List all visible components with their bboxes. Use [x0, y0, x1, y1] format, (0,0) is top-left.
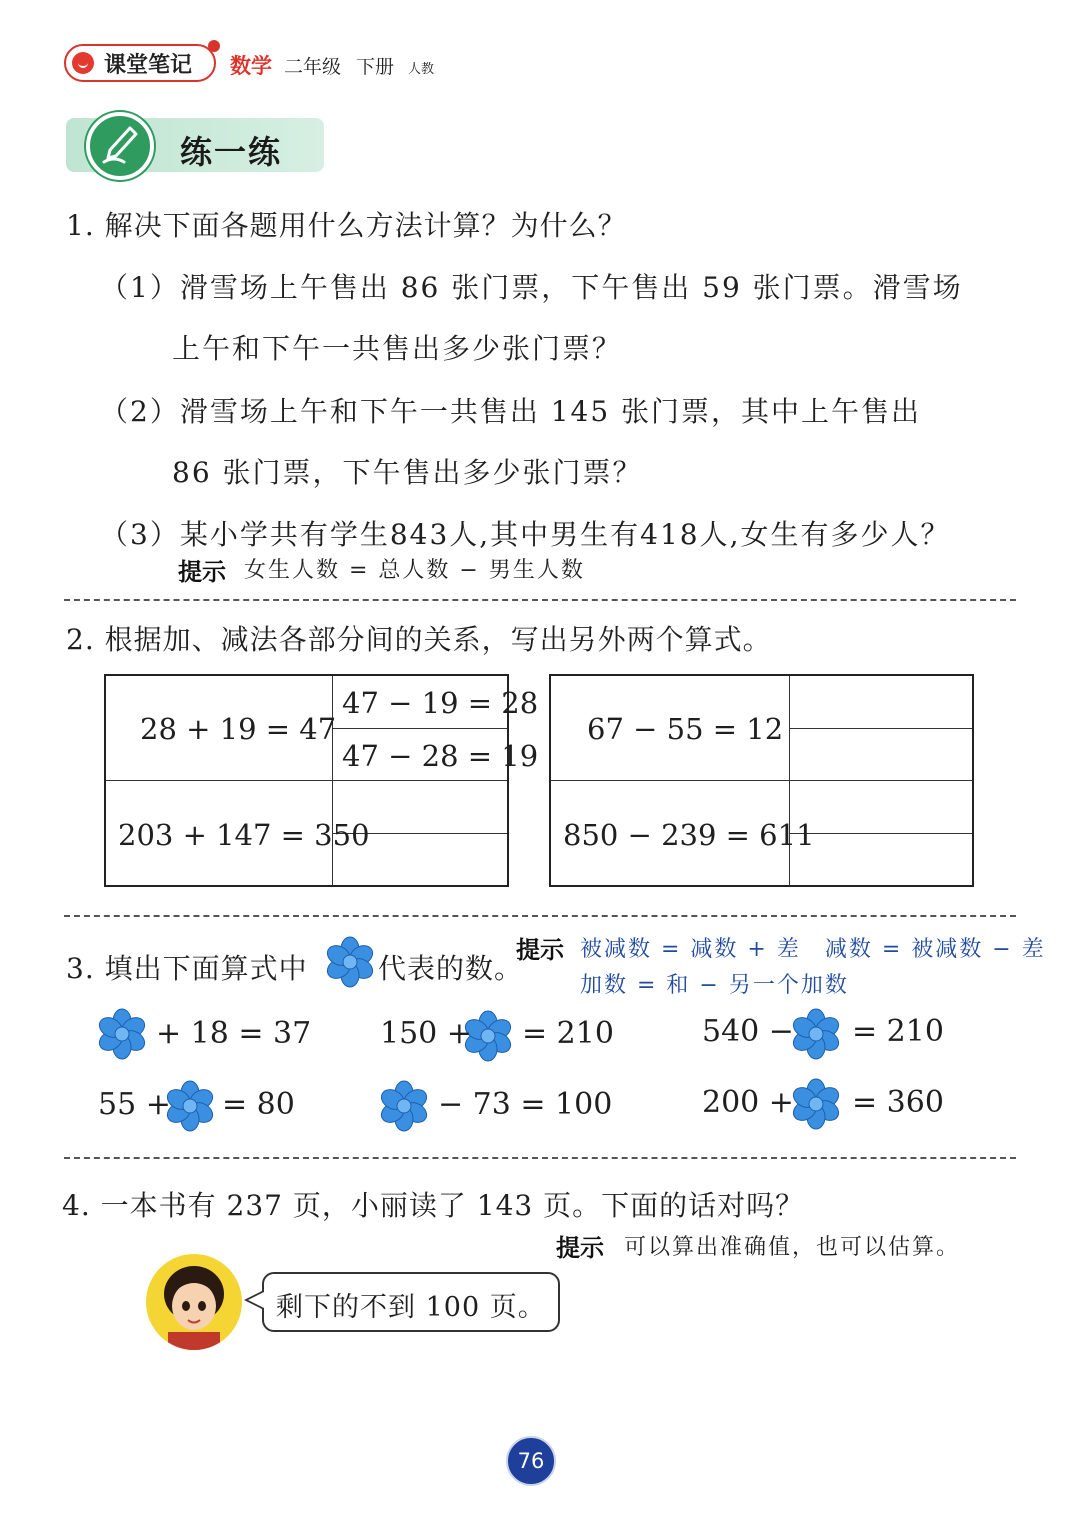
- blue-flower-icon[interactable]: [378, 1080, 430, 1132]
- q3-eq2-left: 150 +: [380, 1016, 472, 1051]
- right-row1-blank-a[interactable]: [791, 678, 971, 728]
- page-number: 76: [506, 1436, 556, 1486]
- divider: [64, 599, 1016, 601]
- q1-part3-line1: （3）某小学共有学生843人,其中男生有418人,女生有多少人？: [100, 518, 951, 551]
- speech-text: 剩下的不到 100 页。: [276, 1292, 546, 1323]
- header-volume: 下册: [356, 56, 395, 78]
- right-row1-equation: 67 − 55 = 12: [587, 712, 784, 746]
- header-edition: 人教: [408, 62, 435, 77]
- left-row2-equation: 203 + 147 = 350: [118, 818, 370, 852]
- divider: [64, 1157, 1016, 1159]
- right-row2-blank-a[interactable]: [791, 782, 971, 832]
- q3-eq6-left: 200 +: [702, 1085, 794, 1120]
- blue-flower-icon[interactable]: [790, 1078, 842, 1130]
- left-row1-equation: 28 + 19 = 47: [140, 712, 337, 746]
- blue-flower-icon[interactable]: [96, 1008, 148, 1060]
- header-grade: 二年级: [284, 56, 342, 78]
- left-equation-table: [104, 674, 539, 887]
- speech-bubble-tail-fill: [248, 1292, 264, 1308]
- smile-icon: [72, 52, 94, 74]
- q3-hint-line1: 被减数 = 减数 + 差 减数 = 被减数 − 差: [580, 937, 1046, 962]
- q1-hint-text: 女生人数 = 总人数 − 男生人数: [244, 558, 585, 583]
- right-row2-equation: 850 − 239 = 611: [563, 818, 815, 852]
- q2-title: 2. 根据加、减法各部分间的关系，写出另外两个算式。: [66, 623, 772, 656]
- left-row1-answer-a: 47 − 19 = 28: [342, 686, 539, 720]
- q3-eq5-right: − 73 = 100: [438, 1087, 613, 1122]
- q1-hint-label: 提示: [178, 558, 226, 586]
- q3-eq1-right: + 18 = 37: [156, 1016, 312, 1051]
- q1-part2-line1: （2）滑雪场上午和下午一共售出 145 张门票，其中上午售出: [100, 395, 922, 428]
- blue-flower-icon: [324, 936, 376, 988]
- left-row1-answer-b: 47 − 28 = 19: [342, 739, 539, 773]
- right-row2-blank-b[interactable]: [791, 835, 971, 885]
- girl-avatar: [146, 1254, 242, 1350]
- divider: [64, 915, 1016, 917]
- q1-part1-line1: （1）滑雪场上午售出 86 张门票，下午售出 59 张门票。滑雪场: [100, 271, 963, 304]
- q4-hint-text: 可以算出准确值，也可以估算。: [624, 1235, 961, 1260]
- blue-flower-icon[interactable]: [164, 1080, 216, 1132]
- q4-title: 4. 一本书有 237 页，小丽读了 143 页。下面的话对吗？: [62, 1189, 805, 1222]
- q3-eq2-right: = 210: [522, 1016, 614, 1051]
- section-title: 练一练: [180, 133, 283, 171]
- right-row1-blank-b[interactable]: [791, 730, 971, 780]
- q3-title-after: 代表的数。: [378, 952, 524, 985]
- left-row2-blank-b[interactable]: [334, 835, 506, 885]
- q1-part1-line2: 上午和下午一共售出多少张门票？: [172, 332, 623, 365]
- q1-title: 1. 解决下面各题用什么方法计算？为什么？: [66, 209, 627, 242]
- q3-eq3-left: 540 −: [702, 1014, 794, 1049]
- right-equation-table: [549, 674, 974, 887]
- header-flag-dot: [208, 40, 220, 52]
- q3-eq3-right: = 210: [852, 1014, 944, 1049]
- q3-hint-label: 提示: [516, 936, 564, 964]
- pen-icon: [86, 112, 154, 180]
- q3-eq4-right: = 80: [222, 1087, 295, 1122]
- blue-flower-icon[interactable]: [790, 1008, 842, 1060]
- q3-eq4-left: 55 +: [98, 1087, 171, 1122]
- q3-hint-line2: 加数 = 和 − 另一个加数: [580, 973, 849, 998]
- q1-part2-line2: 86 张门票，下午售出多少张门票？: [172, 456, 643, 489]
- q4-hint-label: 提示: [556, 1234, 604, 1262]
- header-subject: 数学: [230, 54, 272, 78]
- q3-title-before: 3. 填出下面算式中: [66, 952, 308, 985]
- q3-eq6-right: = 360: [852, 1085, 944, 1120]
- left-row2-blank-a[interactable]: [334, 782, 506, 832]
- header-note-label: 课堂笔记: [104, 53, 193, 78]
